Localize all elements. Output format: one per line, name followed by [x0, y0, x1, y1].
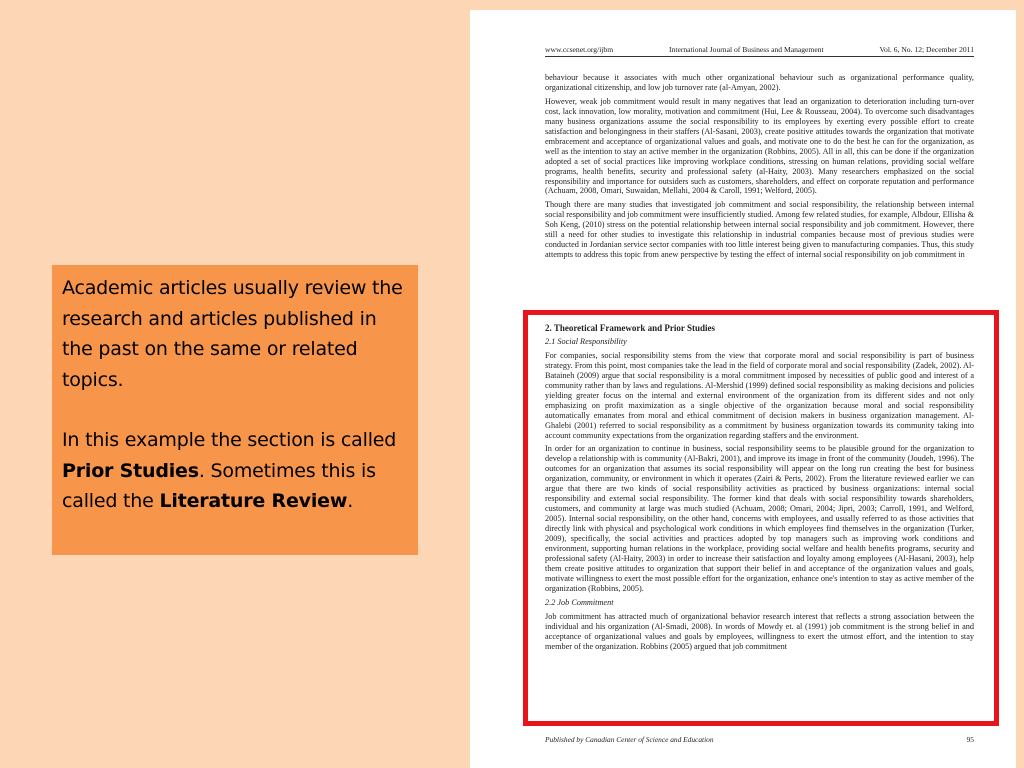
callout-paragraph-2	[62, 425, 408, 517]
intro-paragraph: behaviour because it associates with much other organizational behaviour such as organizational performance quality, organizational citizenship, and low job turnover rate (al-Amyan, 2002).	[545, 73, 974, 92]
section-paragraph: Job commitment has attracted much of organizational behavior research interest that reflects a strong association between the individual and his organization (Al-Smadi, 2008). In words of Mowdy et. al (1991) job commitment is the strong belief in and acceptance of organizational values and goals by employees, willingness to exert the utmost effort, and the intention to stay member of the organization. Robbins (2005) argued that job commitment	[545, 611, 974, 651]
footer-publisher: Published by Canadian Center of Science and Education	[545, 735, 714, 744]
section-paragraph: In order for an organization to continue in business, social responsibility seems to be plausible ground for the organization to develop a relationship with is community (Al-Bakri, 2001), and improve its image in front of the community (Joudeh, 1996). The outcomes for an organization that assumes its social responsibility will appear on the long run creating the best for business organization, community, or environment in which it operates (Zairi & Perts, 2002). From the literature reviewed earlier we can argue that there are two kinds of social responsibility activities as practiced by business organizations: internal social responsibility and external social responsibility. The former kind that deals with social responsibility towards shareholders, customers, and community at large was much studied (Achuam, 2008; Omari, 2004; Jipri, 2003; Carroll, 1991, and Welford, 2005). Internal social responsibility, on the other hand, concerns with employees, and usually referred to as those activities that directly link with physical and psychological work conditions in which employees find themselves in the organization (Turker, 2009), specifically, the social activities and practices adopted by top managers such as improving work conditions and environment, supporting human relations in the workplace, providing social welfare and health benefits programs, security and professional safety (Al-Haity, 2003) in order to increase their satisfaction and loyalty among employees (Al-Hasani, 2003), help them create positive attitudes to organization that support their belief in and acceptance of the organization values and goals, motivate willingness to exert the most possible effort for the organization, enhance one's intention to stay as active member of the organization (Robbins, 2005).	[545, 444, 974, 593]
callout-text-pre: In this example the section is called	[62, 429, 397, 451]
subsection-heading-social-responsibility: 2.1 Social Responsibility	[545, 336, 627, 346]
highlight-rectangle	[523, 310, 999, 726]
callout-spacer	[62, 395, 408, 425]
intro-paragraph: However, weak job commitment would result in many negatives that lead an organization to deterioration including turn-over cost, lack innovation, low morality, motivation and commitment (Hui, Lee & Rousseau, 2004). To overcome such disadvantages many business organizations assume the social responsibility to its employees by exerting every possible effort to create satisfaction and belongingness in their staffers (Al-Sasani, 2003), create positive attitudes towards the organization that motivate embracement and acceptance of organizational values and goals, and motivate one to do the best he can for the organization, as well as the intention to stay an active member in the organization (Robbins, 2005). All in all, this can be done if the organization adopted a set of social practices like improving workplace conditions, stressing on human relations, providing social welfare programs, health benefits, security and professional safety (al-Haity, 2003). Many researchers emphasized on the social responsibility and importance for outsiders such as customers, shareholders, and effect on corporate reputation and performance (Achuam, 2008, Omari, Suwaidan, Mellahi, 2004 & Caroll, 1991; Welford, 2005).	[545, 96, 974, 196]
section-paragraph: For companies, social responsibility stems from the view that corporate moral and social responsibility is part of business strategy. From this point, most companies take the lead in the field of corporate moral and social responsibility (Zadek, 2002). Al-Bataineh (2009) argue that social responsibility is a moral commitment imposed by necessities of public good and interest of a community rather than by laws and regulations. Al-Mershid (1999) defined social responsibility as making decisions and policies yielding greater focus on the internal and external environment of the organization from its different sides and not only emphasizing on profit maximization as a single objective of the organization because moral and social responsibility automatically emanates from moral and ethical commitment of decision makers in business organization management. Al-Ghalebi (2001) referred to social responsibility as a commitment by business organization towards its community taking into account community expectations from the organization regarding staffers and the environment.	[545, 350, 974, 440]
intro-paragraph: Though there are many studies that investigated job commitment and social responsibility, the relationship between internal social responsibility and job commitment were insufficiently studied. Among few related studies, for example, Albdour, Ellisha & Soh Keng, (2010) stress on the potential relationship between internal social responsibility and job commitment. However, there still a need for other studies to investigate this relationship in industrial companies because most of previous studies were conducted in Jordanian service sector companies with too little interest being given to manufacturing companies. Thus, this study attempts to address this topic from anew perspective by testing the effect of internal social responsibility on job commitment in	[545, 200, 974, 260]
callout-bold-literature-review: Literature Review	[159, 490, 348, 512]
callout-text-end: .	[347, 490, 354, 512]
intro-text	[545, 73, 974, 264]
callout-text-mid: . Sometimes this is called the	[62, 459, 376, 512]
header-url: www.ccsenet.org/ijbm	[545, 45, 614, 54]
page-header	[545, 45, 974, 57]
page-footer	[545, 735, 974, 744]
header-journal: International Journal of Business and Management	[669, 45, 824, 54]
callout-paragraph-1: Academic articles usually review the research and articles published in the past on the same or related topics.	[62, 277, 403, 391]
callout-box	[52, 265, 418, 555]
footer-page-number: 95	[966, 735, 974, 744]
subsection-heading-job-commitment: 2.2 Job Commitment	[545, 597, 614, 607]
header-volume: Vol. 6, No. 12; December 2011	[879, 45, 974, 54]
callout-bold-prior-studies: Prior Studies	[62, 459, 199, 482]
section-heading: 2. Theoretical Framework and Prior Studies	[545, 323, 715, 333]
